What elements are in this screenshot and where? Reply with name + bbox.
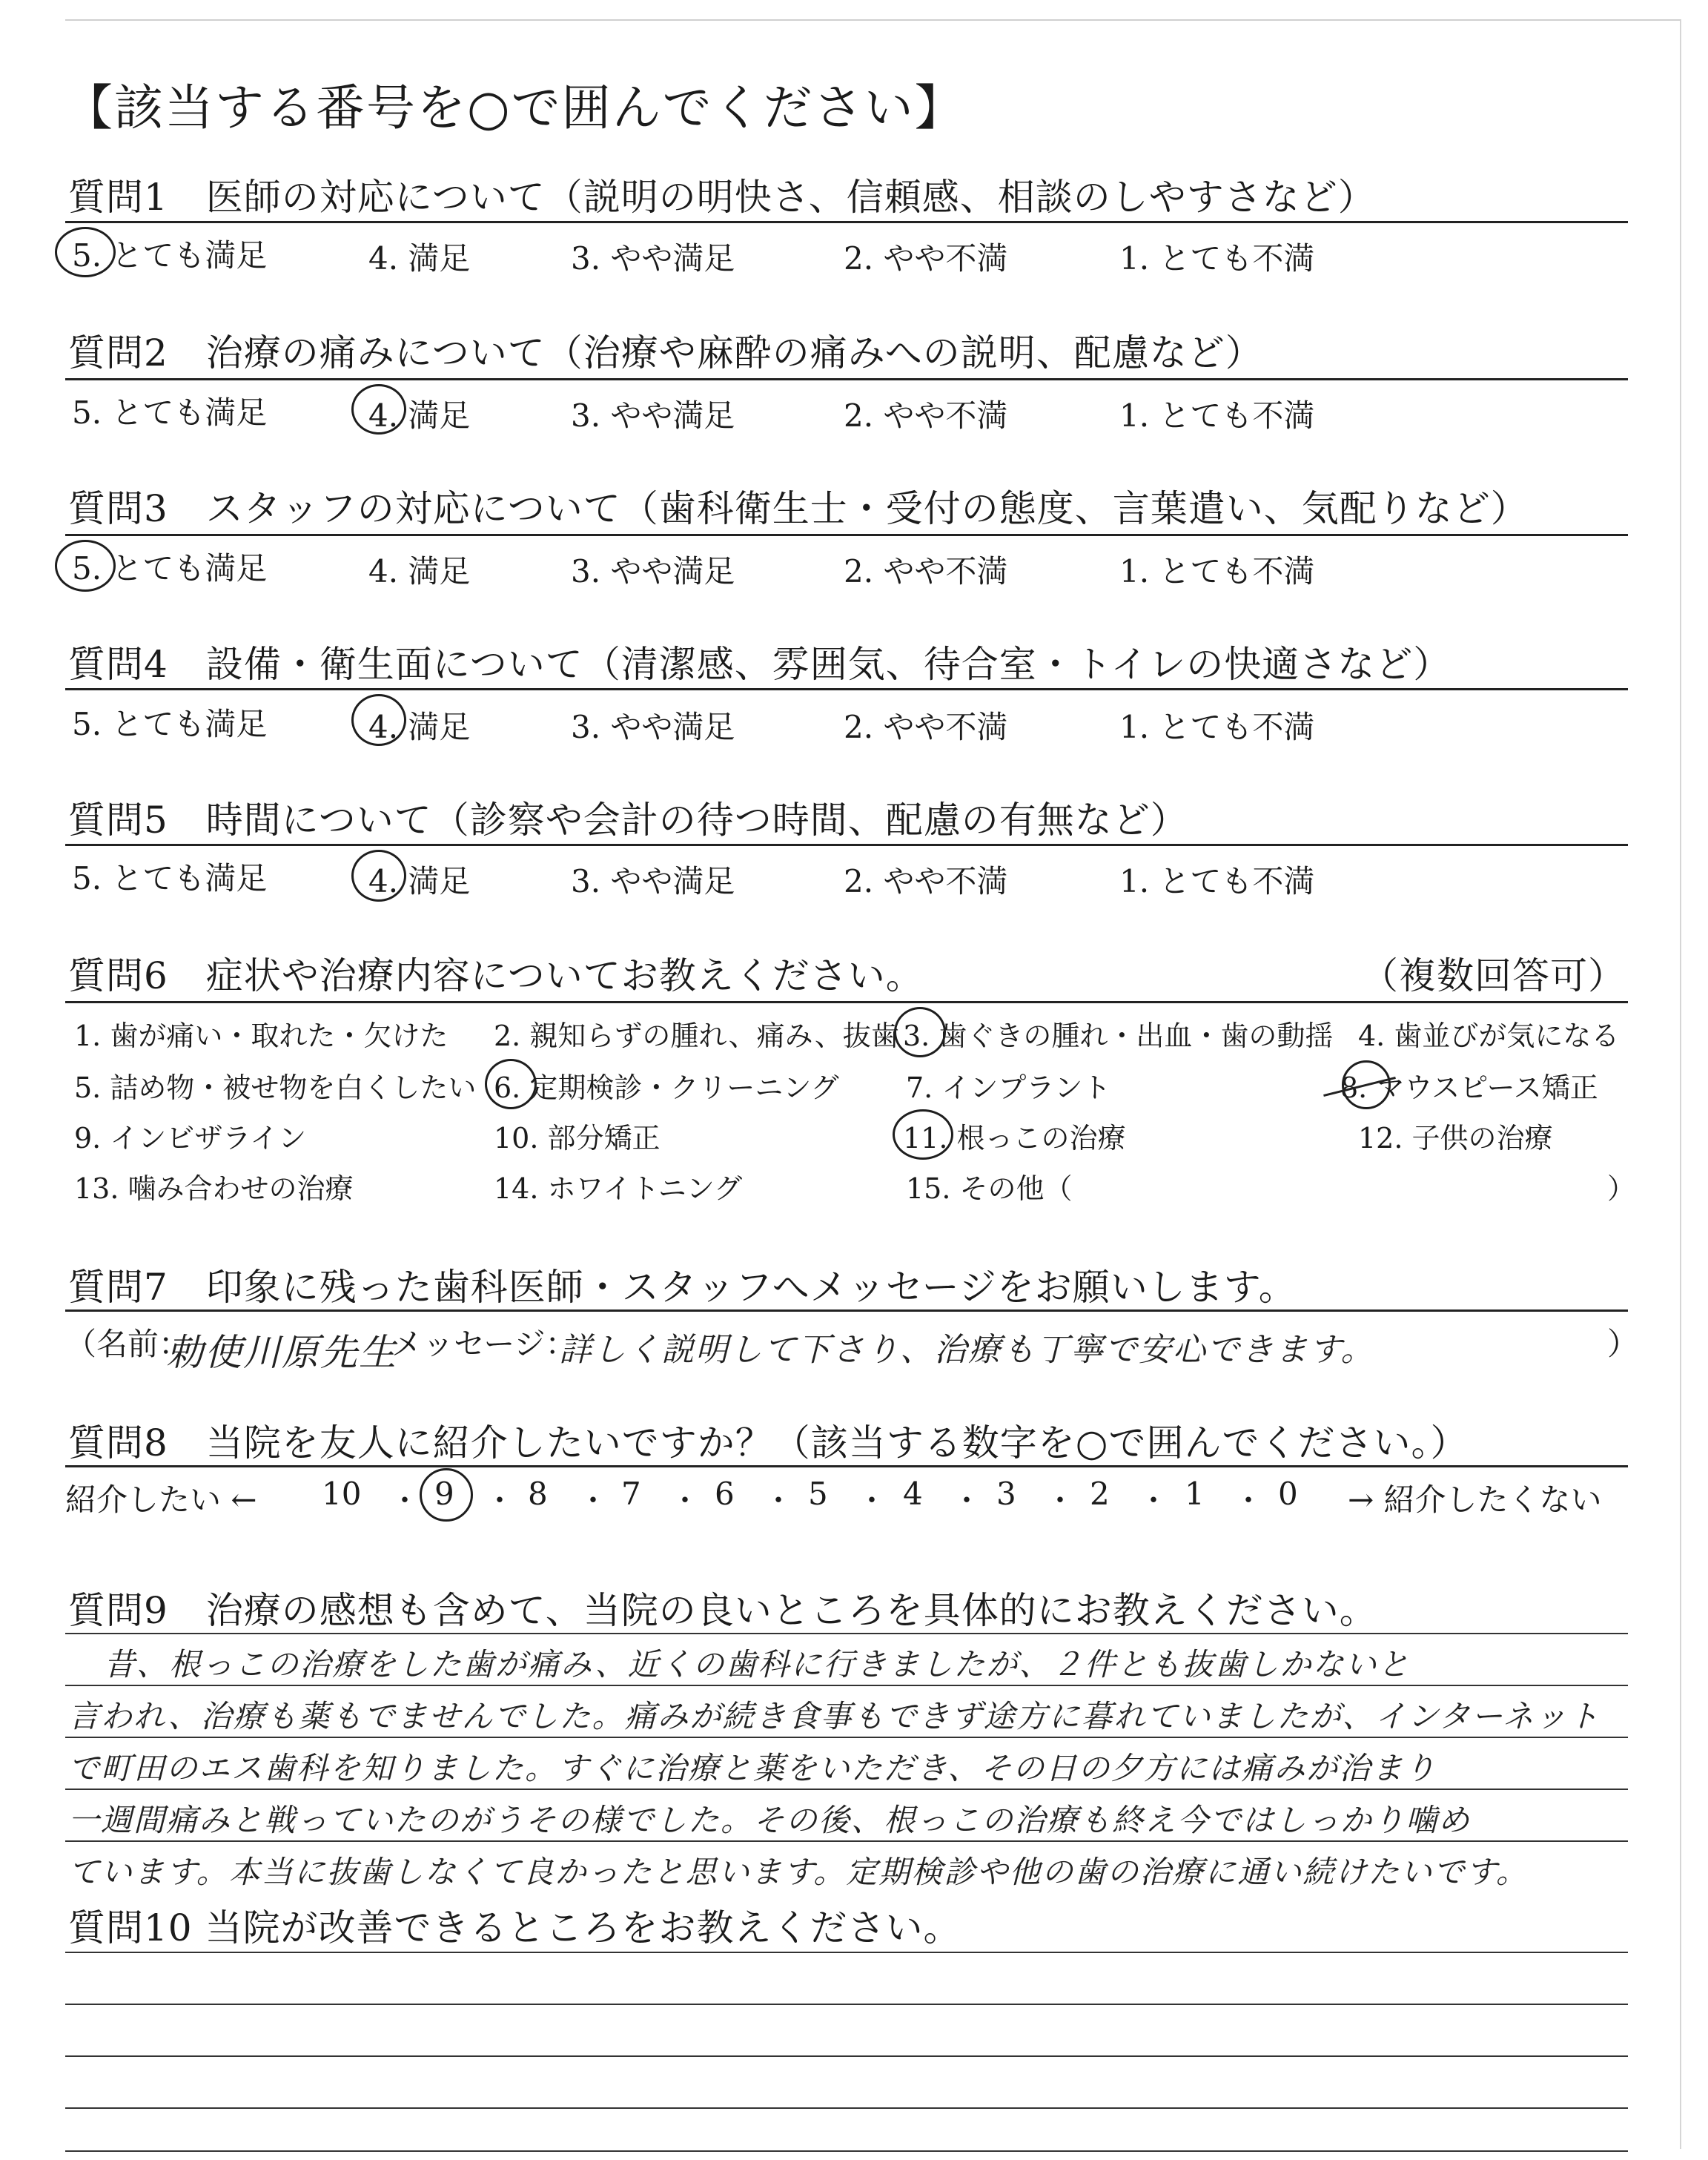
q1-option-4[interactable]: 4. 満足 <box>368 240 471 277</box>
q6-item-8[interactable]: 8. マウスピース矯正 <box>1340 1071 1598 1104</box>
q5-answer-circle <box>351 850 406 902</box>
q6-item-1[interactable]: 1. 歯が痛い・取れた・欠けた <box>74 1020 448 1052</box>
q9-answer-line-5[interactable]: ています。本当に抜歯しなくて良かったと思います。定期検診や他の歯の治療に通い続けたいです。 <box>68 1854 1529 1890</box>
question-9-title: 質問9 治療の感想も含めて、当院の良いところを具体的にお教えください。 <box>68 1589 1377 1632</box>
q2-option-1[interactable]: 1. とても不満 <box>1119 397 1315 434</box>
question-3-rule <box>65 534 1628 536</box>
q2-option-2[interactable]: 2. やや不満 <box>844 397 1008 434</box>
q4-option-1[interactable]: 1. とても不満 <box>1119 709 1315 745</box>
q8-value-1[interactable]: 1 <box>1185 1476 1205 1512</box>
q3-option-2[interactable]: 2. やや不満 <box>844 553 1008 589</box>
q6-item-13[interactable]: 13. 噛み合わせの治療 <box>74 1172 354 1205</box>
q6-item-6[interactable]: 6. 定期検診・クリーニング <box>494 1071 839 1104</box>
q6-item-14[interactable]: 14. ホワイトニング <box>494 1172 743 1205</box>
q4-option-2[interactable]: 2. やや不満 <box>844 709 1008 745</box>
q1-option-2[interactable]: 2. やや不満 <box>844 240 1008 277</box>
q10-rule-4[interactable] <box>65 2107 1628 2109</box>
q9-rule-5 <box>65 1840 1628 1842</box>
q6-item-4[interactable]: 4. 歯並びが気になる <box>1358 1020 1620 1052</box>
q8-value-0[interactable]: 0 <box>1278 1476 1298 1512</box>
q8-separator: ・ <box>857 1484 887 1518</box>
q8-value-5[interactable]: 5 <box>808 1476 828 1512</box>
q1-option-5[interactable]: 5. とても満足 <box>72 237 268 274</box>
q1-option-1[interactable]: 1. とても不満 <box>1119 240 1315 277</box>
q5-option-1[interactable]: 1. とても不満 <box>1119 863 1315 899</box>
q8-separator: ・ <box>670 1484 700 1518</box>
q4-option-5[interactable]: 5. とても満足 <box>72 706 268 742</box>
q6-answer-circle-3 <box>894 1007 946 1057</box>
question-8-rule <box>65 1465 1628 1467</box>
q8-value-2[interactable]: 2 <box>1090 1476 1110 1512</box>
q9-answer-line-2[interactable]: 言われ、治療も薬もでませんでした。痛みが続き食事もできず途方に暮れていましたが、インターネット <box>68 1698 1601 1734</box>
form-header: 【該当する番号を○で囲んでください】 <box>64 79 965 136</box>
q3-option-5[interactable]: 5. とても満足 <box>72 550 268 587</box>
question-6-title: 質問6 症状や治療内容についてお教えください。 <box>68 954 924 997</box>
q7-name-value[interactable]: 勅使川原先生 <box>166 1331 397 1374</box>
question-8-title: 質問8 当院を友人に紹介したいですか？（該当する数字を○で囲んでください。） <box>68 1421 1469 1464</box>
q1-option-3[interactable]: 3. やや満足 <box>571 240 735 277</box>
q9-answer-line-3[interactable]: で町田のエス歯科を知りました。すぐに治療と薬をいただき、その日の夕方には痛みが治まり <box>68 1750 1437 1786</box>
q9-rule-1 <box>65 1633 1628 1634</box>
q6-item-11[interactable]: 11. 根っこの治療 <box>903 1122 1126 1155</box>
q8-separator: ・ <box>764 1484 793 1518</box>
q8-value-9[interactable]: 9 <box>434 1476 454 1512</box>
q8-answer-circle <box>420 1468 473 1522</box>
q9-rule-4 <box>65 1789 1628 1790</box>
question-6-note: （複数回答可） <box>1361 954 1626 997</box>
q7-close: ） <box>1607 1326 1639 1362</box>
q10-rule-1[interactable] <box>65 1952 1628 1953</box>
q2-option-5[interactable]: 5. とても満足 <box>72 394 268 431</box>
question-2-rule <box>65 378 1628 380</box>
q10-rule-3[interactable] <box>65 2055 1628 2057</box>
q8-separator: ・ <box>390 1484 420 1518</box>
q4-option-3[interactable]: 3. やや満足 <box>571 709 735 745</box>
q8-separator: ・ <box>952 1484 982 1518</box>
question-5-title: 質問5 時間について（診察や会計の待つ時間、配慮の有無など） <box>68 799 1188 842</box>
q6-item-7[interactable]: 7. インプラント <box>906 1071 1111 1104</box>
q3-option-3[interactable]: 3. やや満足 <box>571 553 735 589</box>
q6-item-10[interactable]: 10. 部分矯正 <box>494 1122 661 1155</box>
q10-rule-2[interactable] <box>65 2004 1628 2005</box>
question-7-title: 質問7 印象に残った歯科医師・スタッフへメッセージをお願いします。 <box>68 1266 1297 1309</box>
q8-separator: ・ <box>1045 1484 1075 1518</box>
q5-option-4[interactable]: 4. 満足 <box>368 863 471 899</box>
q6-item-3[interactable]: 3. 歯ぐきの腫れ・出血・歯の動揺 <box>903 1020 1334 1052</box>
question-1-title: 質問1 医師の対応について（説明の明快さ、信頼感、相談のしやすさなど） <box>68 176 1376 219</box>
q7-message-label: メッセージ： <box>391 1326 577 1362</box>
q6-answer-circle-11 <box>893 1109 953 1160</box>
q9-answer-line-1[interactable]: 昔、根っこの治療をした歯が痛み、近くの歯科に行きましたが、２件とも抜歯しかないと <box>104 1646 1411 1682</box>
q8-value-6[interactable]: 6 <box>715 1476 735 1512</box>
question-4-rule <box>65 688 1628 690</box>
q8-right-label: → 紹介したくない <box>1348 1482 1602 1518</box>
q2-option-3[interactable]: 3. やや満足 <box>571 397 735 434</box>
q8-value-4[interactable]: 4 <box>903 1476 923 1512</box>
q7-name-label: （名前： <box>65 1326 191 1362</box>
q2-option-4[interactable]: 4. 満足 <box>368 397 471 434</box>
q2-answer-circle <box>351 384 406 435</box>
q8-separator: ・ <box>578 1484 608 1518</box>
q4-answer-circle <box>351 694 406 746</box>
q6-answer-circle-6 <box>485 1059 537 1109</box>
q8-separator: ・ <box>1234 1484 1263 1518</box>
q3-answer-circle <box>55 540 116 592</box>
q6-item-2[interactable]: 2. 親知らずの腫れ、痛み、抜歯 <box>494 1020 899 1052</box>
q4-option-4[interactable]: 4. 満足 <box>368 709 471 745</box>
question-4-title: 質問4 設備・衛生面について（清潔感、雰囲気、待合室・トイレの快適さなど） <box>68 643 1452 686</box>
question-1-rule <box>65 221 1628 223</box>
q8-left-label: 紹介したい ← <box>65 1482 257 1518</box>
question-6-rule <box>65 1001 1628 1003</box>
question-2-title: 質問2 治療の痛みについて（治療や麻酔の痛みへの説明、配慮など） <box>68 331 1263 374</box>
q8-value-8[interactable]: 8 <box>528 1476 548 1512</box>
q8-value-10[interactable]: 10 <box>322 1476 362 1512</box>
question-5-rule <box>65 844 1628 846</box>
q8-value-3[interactable]: 3 <box>996 1476 1016 1512</box>
q5-option-2[interactable]: 2. やや不満 <box>844 863 1008 899</box>
q6-item-15[interactable]: 15. その他（ <box>906 1172 1073 1205</box>
q3-option-1[interactable]: 1. とても不満 <box>1119 553 1315 589</box>
q8-separator: ・ <box>485 1484 514 1518</box>
q9-rule-3 <box>65 1737 1628 1738</box>
q7-message-value[interactable]: 詳しく説明して下さり、治療も丁寧で安心できます。 <box>559 1331 1375 1369</box>
question-10-title: 質問10 当院が改善できるところをお教えください。 <box>68 1906 961 1949</box>
q10-rule-5[interactable] <box>65 2150 1628 2152</box>
q8-value-7[interactable]: 7 <box>621 1476 641 1512</box>
q6-item-12[interactable]: 12. 子供の治療 <box>1358 1122 1553 1155</box>
q3-option-4[interactable]: 4. 満足 <box>368 553 471 589</box>
q5-option-3[interactable]: 3. やや満足 <box>571 863 735 899</box>
q6-other-close: ） <box>1607 1172 1636 1205</box>
question-3-title: 質問3 スタッフの対応について（歯科衛生士・受付の態度、言葉遣い、気配りなど） <box>68 487 1529 530</box>
q6-item-9[interactable]: 9. インビザライン <box>74 1122 307 1155</box>
question-7-rule <box>65 1309 1628 1312</box>
q9-rule-2 <box>65 1685 1628 1686</box>
q8-separator: ・ <box>1139 1484 1168 1518</box>
q9-answer-line-4[interactable]: 一週間痛みと戦っていたのがうその様でした。その後、根っこの治療も終え今ではしっかり噛め <box>68 1802 1472 1838</box>
q1-answer-circle <box>55 227 116 277</box>
q6-item-5[interactable]: 5. 詰め物・被せ物を白くしたい <box>74 1071 477 1104</box>
q5-option-5[interactable]: 5. とても満足 <box>72 860 268 896</box>
